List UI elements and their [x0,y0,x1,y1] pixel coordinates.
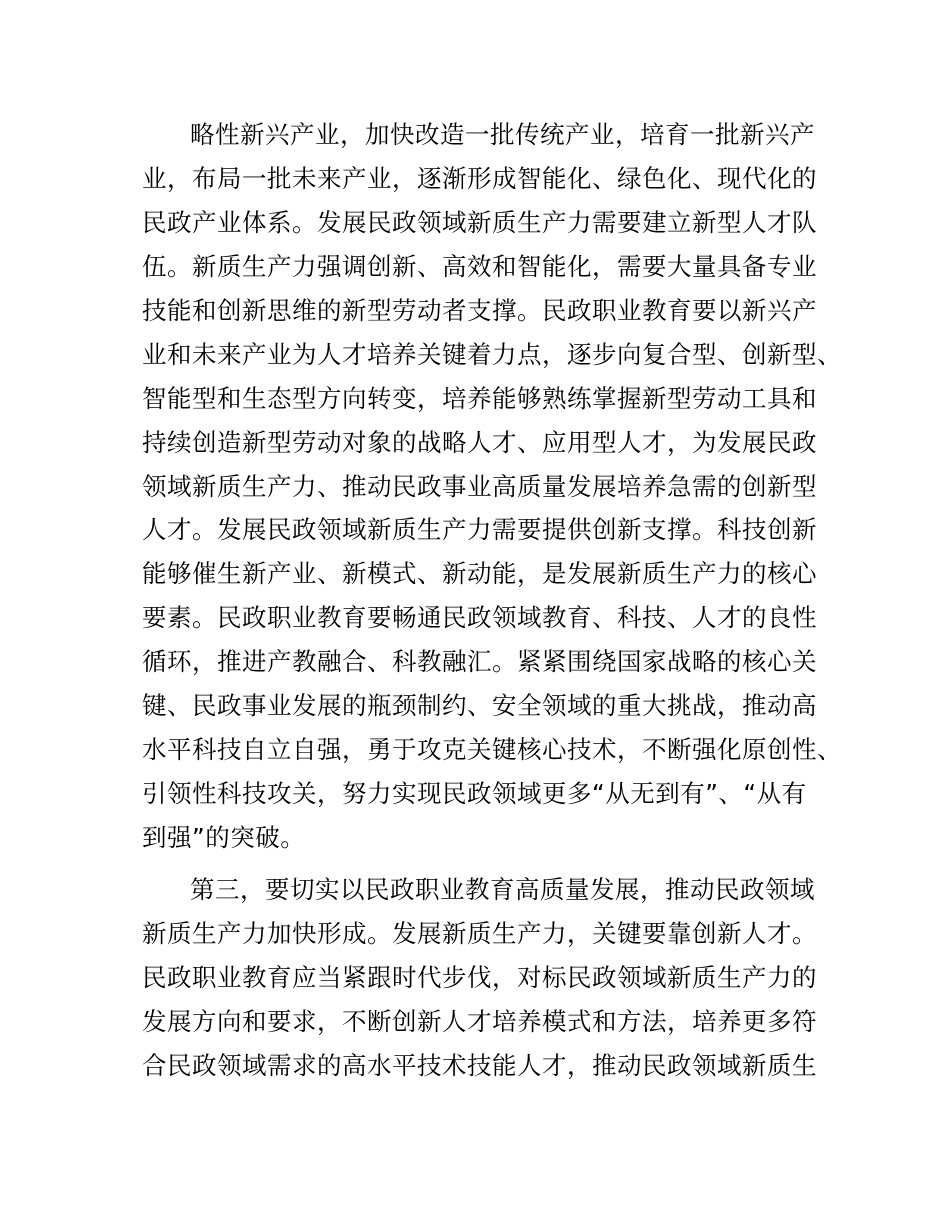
text-line: 到强”的突破。 [142,823,306,852]
text-line: 人才。发展民政领域新质生产力需要提供创新支撑。科技创新 [142,515,817,544]
text-line: 技能和创新思维的新型劳动者支撑。民政职业教育要以新兴产 [142,296,817,325]
text-line: 智能型和生态型方向转变，培养能够熟练掌握新型劳动工具和 [142,384,817,413]
text-line: 合民政领域需求的高水平技术技能人才，推动民政领域新质生 [142,1051,817,1080]
text-line: 引领性科技攻关，努力实现民政领域更多“从无到有”、“从有 [142,779,807,808]
text-line: 新质生产力加快形成。发展新质生产力，关键要靠创新人才。 [142,919,817,948]
text-line: 民政产业体系。发展民政领域新质生产力需要建立新型人才队 [142,208,817,237]
text-line: 键、民政事业发展的瓶颈制约、安全领域的重大挑战，推动高 [142,691,817,720]
text-line: 民政职业教育应当紧跟时代步伐，对标民政领域新质生产力的 [142,963,817,992]
text-line: 伍。新质生产力强调创新、高效和智能化，需要大量具备专业 [142,252,817,281]
text-line: 第三，要切实以民政职业教育高质量发展，推动民政领域 [190,875,815,904]
text-line: 能够催生新产业、新模式、新动能，是发展新质生产力的核心 [142,559,817,588]
text-line: 持续创造新型劳动对象的战略人才、应用型人才，为发展民政 [142,428,817,457]
text-line: 循环，推进产教融合、科教融汇。紧紧围绕国家战略的核心关 [142,647,817,676]
text-line: 业，布局一批未来产业，逐渐形成智能化、绿色化、现代化的 [142,164,817,193]
text-line: 水平科技自立自强，勇于攻克关键核心技术，不断强化原创性、 [142,735,842,764]
text-line: 业和未来产业为人才培养关键着力点，逐步向复合型、创新型、 [142,340,842,369]
text-line: 领域新质生产力、推动民政事业高质量发展培养急需的创新型 [142,472,817,501]
text-line: 略性新兴产业，加快改造一批传统产业，培育一批新兴产 [190,120,815,149]
text-line: 发展方向和要求，不断创新人才培养模式和方法，培养更多符 [142,1007,817,1036]
text-line: 要素。民政职业教育要畅通民政领域教育、科技、人才的良性 [142,603,817,632]
